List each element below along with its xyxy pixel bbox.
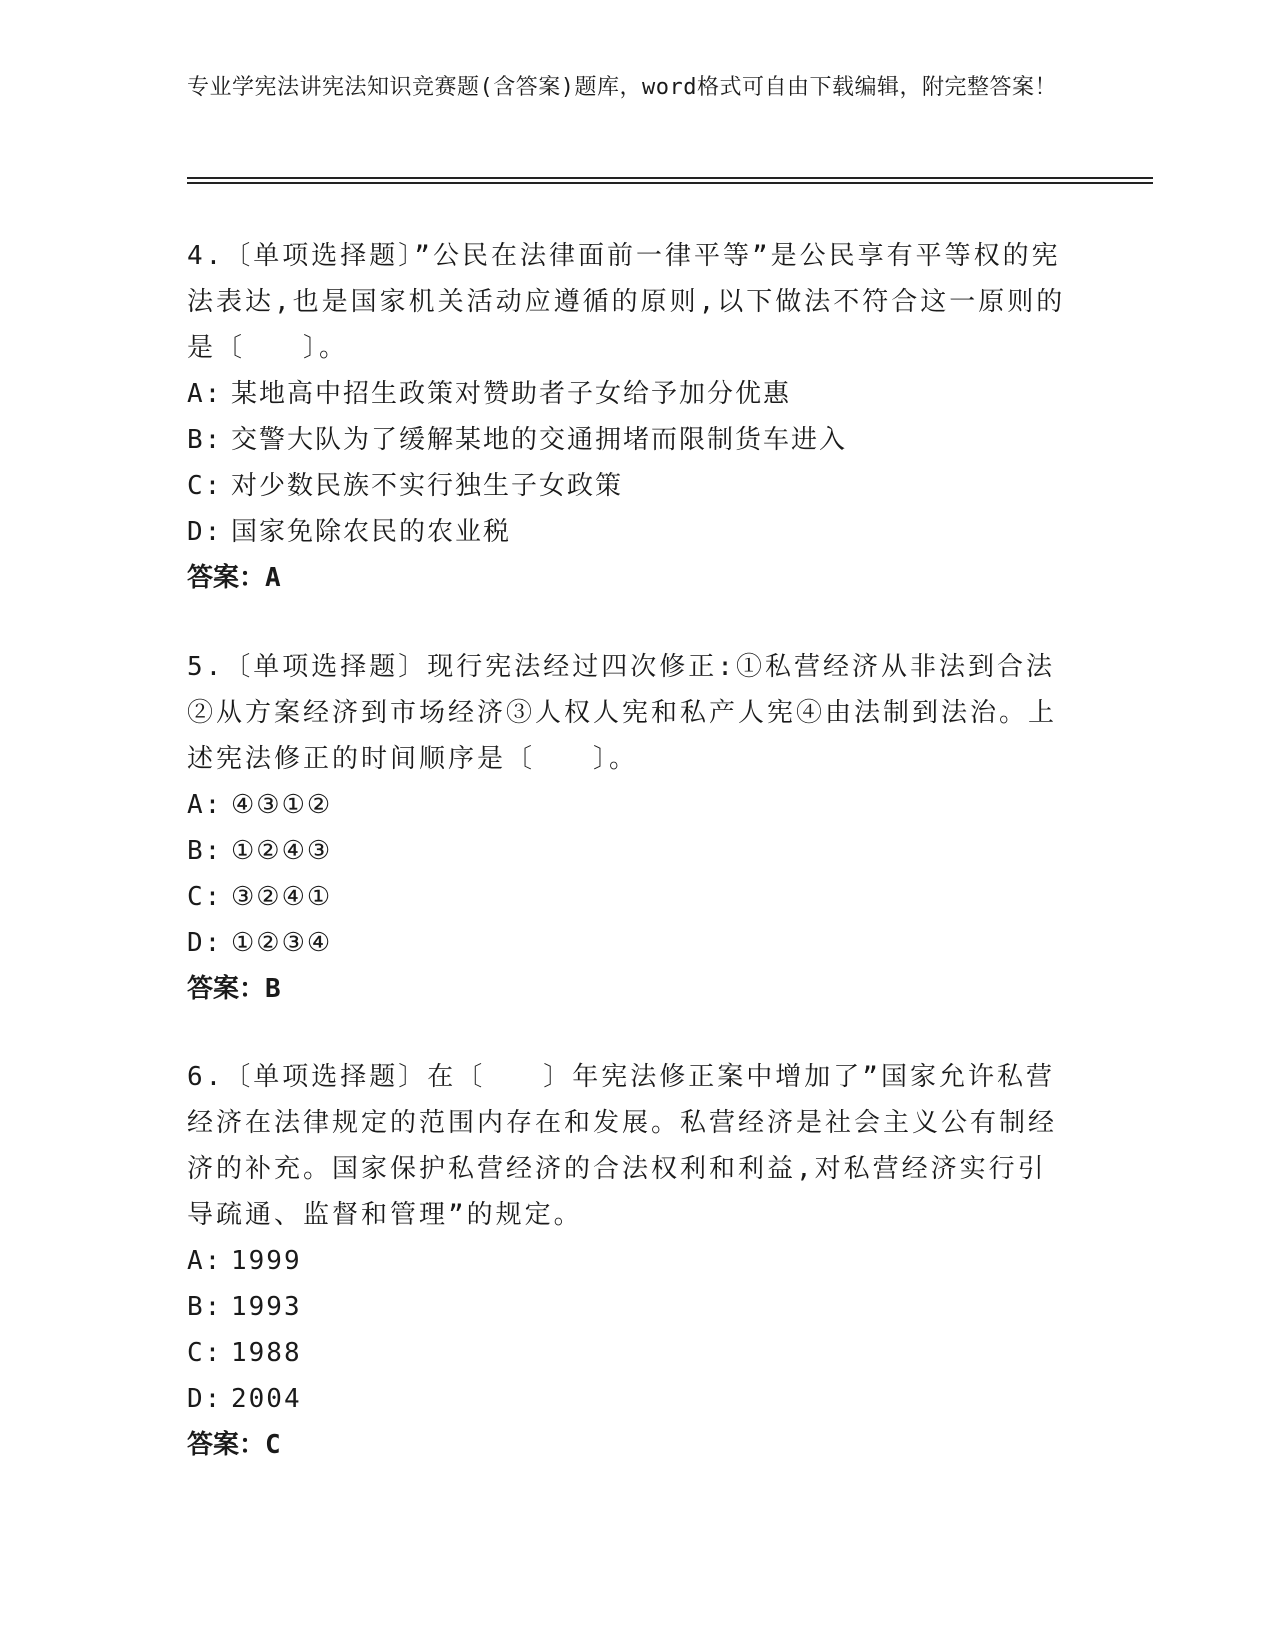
answer: 答案：C (187, 1430, 281, 1460)
question-stem: 5.〔单项选择题〕现行宪法经过四次修正:①私营经济从非法到合法②从方案经济到市场经济③人权人宪和私产人宪④由法制到法治。上述宪法修正的时间顺序是〔 〕。 (187, 652, 1058, 774)
document-header: 专业学宪法讲宪法知识竞赛题(含答案)题库，word格式可自由下载编辑，附完整答案！ (187, 75, 1057, 100)
option-a (187, 782, 1067, 828)
option-a (187, 1238, 1067, 1284)
question-stem: 6.〔单项选择题〕在〔 〕年宪法修正案中增加了”国家允许私营经济在法律规定的范围内存在和发展。私营经济是社会主义公有制经济的补充。国家保护私营经济的合法权利和利益,对私营经济实行引导疏通、监督和管理”的规定。 (187, 1062, 1058, 1230)
option-text: 1999 (231, 1246, 302, 1276)
answer: 答案：B (187, 974, 281, 1004)
option-text: 交警大队为了缓解某地的交通拥堵而限制货车进入 (231, 425, 848, 455)
question-5 (187, 644, 1067, 1012)
option-key: C: (187, 882, 223, 912)
option-a (187, 371, 1067, 417)
question-6 (187, 1054, 1067, 1468)
option-key: D: (187, 517, 223, 547)
option-text: 对少数民族不实行独生子女政策 (231, 471, 624, 501)
option-text: 国家免除农民的农业税 (231, 517, 512, 547)
answer: 答案：A (187, 563, 281, 593)
option-text: ①②③④ (231, 928, 333, 958)
option-key: A: (187, 1246, 223, 1276)
option-key: A: (187, 790, 223, 820)
option-b (187, 828, 1067, 874)
option-key: D: (187, 928, 223, 958)
option-key: B: (187, 1292, 223, 1322)
option-key: B: (187, 836, 223, 866)
option-text: 某地高中招生政策对赞助者子女给予加分优惠 (231, 379, 792, 409)
option-b (187, 1284, 1067, 1330)
option-text: ①②④③ (231, 836, 333, 866)
option-text: 1988 (231, 1338, 302, 1368)
option-c (187, 874, 1067, 920)
option-key: B: (187, 425, 223, 455)
option-key: A: (187, 379, 223, 409)
option-key: C: (187, 471, 223, 501)
option-d (187, 509, 1067, 555)
option-text: ④③①② (231, 790, 333, 820)
question-stem: 4.〔单项选择题〕”公民在法律面前一律平等”是公民享有平等权的宪法表达,也是国家机关活动应遵循的原则,以下做法不符合这一原则的是〔 〕。 (187, 241, 1066, 363)
option-key: D: (187, 1384, 223, 1414)
option-d (187, 920, 1067, 966)
option-c (187, 1330, 1067, 1376)
option-b (187, 417, 1067, 463)
header-divider-top (187, 177, 1153, 179)
option-c (187, 463, 1067, 509)
header-divider-bottom (187, 182, 1153, 184)
option-text: 1993 (231, 1292, 302, 1322)
option-text: ③②④① (231, 882, 333, 912)
question-4 (187, 233, 1067, 601)
option-key: C: (187, 1338, 223, 1368)
option-text: 2004 (231, 1384, 302, 1414)
option-d (187, 1376, 1067, 1422)
